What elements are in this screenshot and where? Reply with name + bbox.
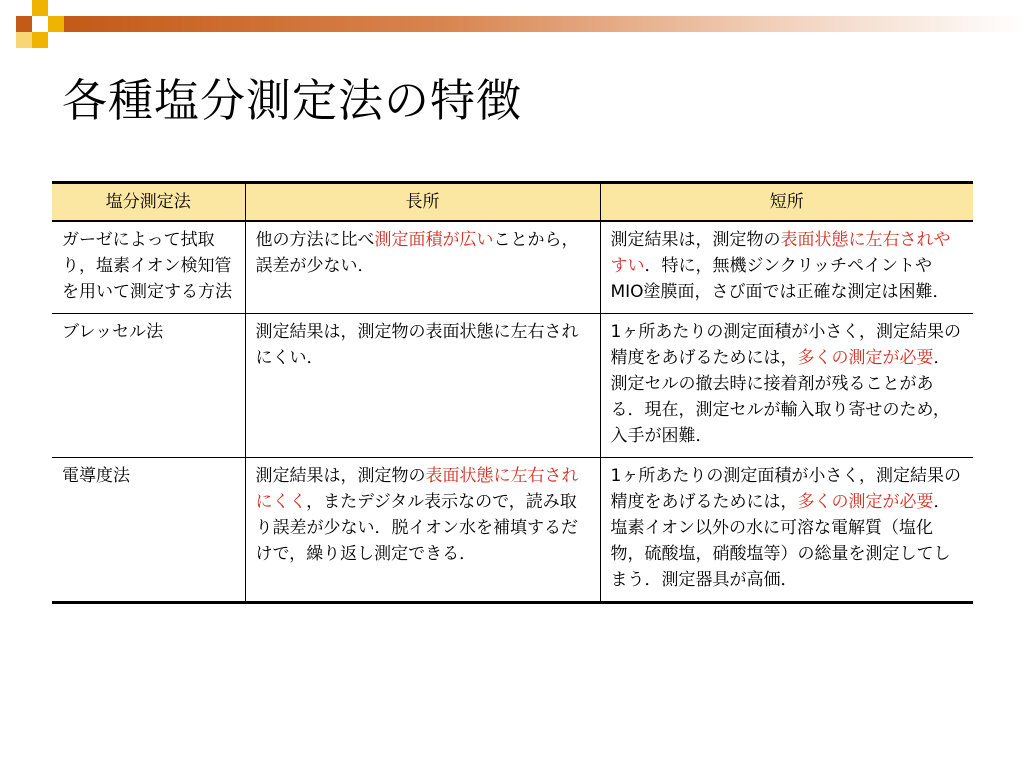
header-method: 塩分測定法 xyxy=(52,183,245,222)
pros-cell xyxy=(245,221,600,314)
text-segment: ．特に，無機ジンクリッチペイントやMIO塗膜面，さび面では正確な測定は困難． xyxy=(610,256,950,302)
highlighted-text: 表面状態に左右されにくく xyxy=(255,466,579,512)
text-segment: 測定結果は，測定物の xyxy=(610,230,781,250)
text-segment: 1ヶ所あたりの測定面積が小さく，測定結果の精度をあげるためには， xyxy=(610,322,961,368)
text-segment: 1ヶ所あたりの測定面積が小さく，測定結果の精度をあげるためには， xyxy=(610,466,961,512)
decor-square-rust xyxy=(16,16,32,32)
text-segment: 測定結果は，測定物の xyxy=(255,466,426,486)
decor-square-gold xyxy=(48,16,64,32)
header-pros: 長所 xyxy=(245,183,600,222)
decor-square-gold xyxy=(32,32,48,48)
text-segment: ．塩素イオン以外の水に可溶な電解質（塩化物，硫酸塩，硝酸塩等）の総量を測定してしまう．測定器具が高価． xyxy=(610,492,951,590)
cons-cell xyxy=(600,314,973,458)
text-segment: ，またデジタル表示なので，読み取り誤差が少ない．脱イオン水を補填するだけで，繰り返し測定できる． xyxy=(255,492,578,564)
highlighted-text: 表面状態に左右されやすい xyxy=(610,230,951,276)
highlighted-text: 多くの測定が必要 xyxy=(797,348,934,368)
pros-cell xyxy=(245,458,600,603)
method-cell: ブレッセル法 xyxy=(52,314,245,458)
table-row xyxy=(52,221,973,314)
slide-title: 各種塩分測定法の特徴 xyxy=(62,74,523,127)
highlighted-text: 測定面積が広い xyxy=(374,230,494,250)
method-cell: 電導度法 xyxy=(52,458,245,603)
cons-cell xyxy=(600,458,973,603)
text-segment: ．測定セルの撤去時に接着剤が残ることがある．現在，測定セルが輸入取り寄せのため，入手が困難． xyxy=(610,348,951,446)
decor-square-gold-faded xyxy=(16,32,32,48)
text-segment: 他の方法に比べ xyxy=(255,230,375,250)
header-cons: 短所 xyxy=(600,183,973,222)
decor-square-gold xyxy=(32,0,48,16)
table-row xyxy=(52,314,973,458)
highlighted-text: 多くの測定が必要 xyxy=(797,492,934,512)
method-cell: ガーゼによって拭取り，塩素イオン検知管を用いて測定する方法 xyxy=(52,221,245,314)
text-segment: ことから，誤差が少ない． xyxy=(255,230,579,276)
cons-cell xyxy=(600,221,973,314)
table-header-row xyxy=(52,183,973,222)
table-row xyxy=(52,458,973,603)
pros-cell xyxy=(245,314,600,458)
comparison-table xyxy=(52,181,973,604)
text-segment: 測定結果は，測定物の表面状態に左右されにくい． xyxy=(255,322,579,368)
decor-gradient-bar xyxy=(64,16,1024,32)
